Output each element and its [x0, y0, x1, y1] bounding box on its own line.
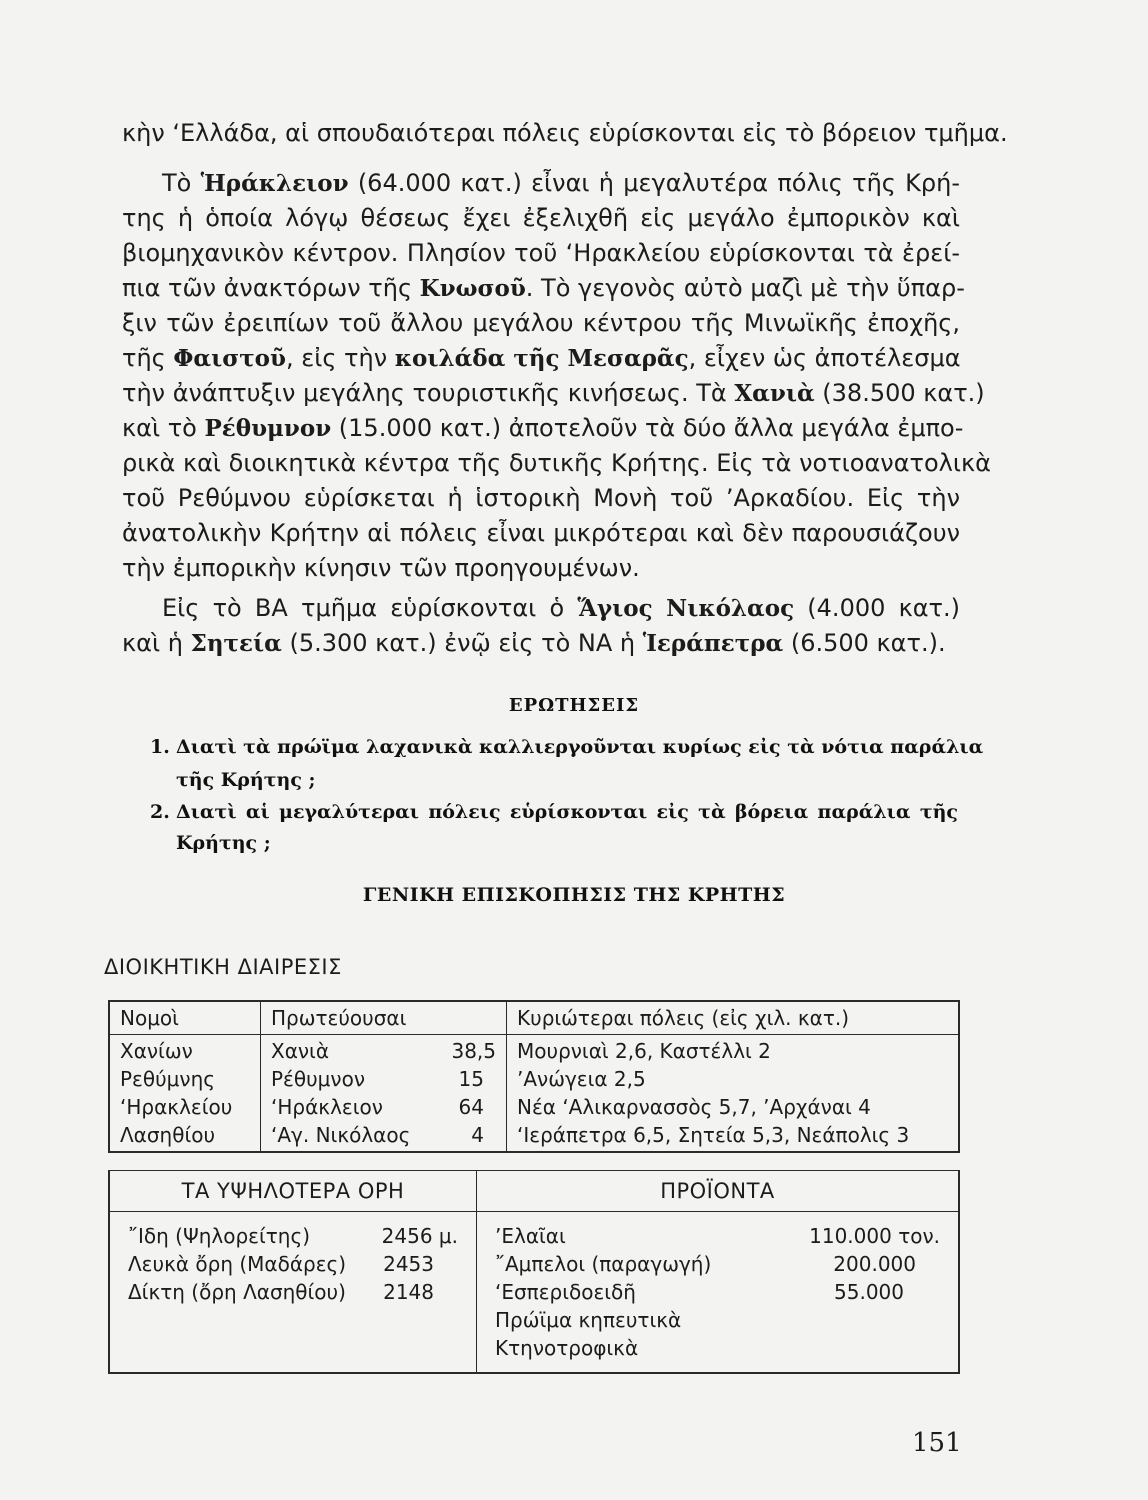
body-line	[122, 118, 1008, 148]
text-run: (38.500 κατ.)	[814, 379, 985, 407]
nomos-name: ‘Ηρακλείου	[120, 1095, 233, 1119]
body-line	[122, 343, 960, 374]
body-line	[122, 483, 960, 513]
question-text: Διατὶ τὰ πρώϊμα λαχανικὰ καλλιεργοῦνται κυρίως εἰς τὰ νότια παράλια	[176, 736, 984, 758]
body-line	[122, 553, 960, 583]
text-run: καὶ τὸ	[122, 414, 205, 442]
body-line	[122, 413, 964, 444]
text-run: τῆς	[122, 344, 174, 372]
admin-division-label: ΔΙΟΙΚΗΤΙΚΗ ΔΙΑΙΡΕΣΙΣ	[104, 955, 342, 979]
mountain-row	[128, 1222, 458, 1250]
bold-place-name: Ρέθυμνον	[204, 415, 332, 442]
bold-place-name: Ἅγιος Νικόλαος	[577, 595, 795, 622]
capital-population: 38,5	[451, 1039, 496, 1063]
products-header: ΠΡΟΪΟΝΤΑ	[477, 1171, 960, 1212]
question-2-continuation: Κρήτης ;	[176, 832, 271, 854]
mountain-name: ῎Ιδη (Ψηλορείτης)	[128, 1224, 310, 1248]
mountains-header: ΤΑ ΥΨΗΛΟΤΕΡΑ ΟΡΗ	[109, 1171, 477, 1212]
text-run: (15.000 κατ.) ἀποτελοῦν τὰ δύο ἄλλα μεγάλα ἐμπο-	[331, 414, 964, 442]
body-line	[122, 273, 965, 304]
mountain-height: 2148	[383, 1280, 434, 1304]
question-number: 2.	[150, 801, 170, 823]
product-name: ‘Εσπεριδοειδῆ	[495, 1280, 636, 1304]
text-run: καὶ ἡ	[122, 629, 191, 657]
question-number: 1.	[150, 736, 170, 758]
product-amount: 200.000	[833, 1252, 916, 1276]
town-line: ‘Ιεράπετρα 6,5, Σητεία 5,3, Νεάπολις 3	[517, 1123, 910, 1147]
capital-population: 64	[458, 1095, 484, 1119]
question-text: Διατὶ αἱ μεγαλύτεραι πόλεις εὑρίσκονται εἰς τὰ βόρεια παράλια τῆς	[176, 801, 958, 823]
bold-place-name: κοιλάδα τῆς Μεσαρᾶς	[394, 345, 689, 372]
text-run: Τὸ	[162, 169, 201, 197]
capital-row	[271, 1121, 496, 1149]
table-header-row	[109, 1001, 959, 1035]
header-main-towns: Κυριώτεραι πόλεις (εἰς χιλ. κατ.)	[507, 1001, 960, 1035]
nomos-name: Χανίων	[120, 1039, 193, 1063]
product-row	[495, 1334, 940, 1362]
body-line	[122, 238, 960, 268]
product-row	[495, 1222, 940, 1250]
product-row	[495, 1278, 940, 1306]
capital-name: ‘Ηράκλειον	[271, 1095, 383, 1119]
products-cell	[477, 1212, 960, 1374]
text-run: (64.000 κατ.) εἶναι ἡ μεγαλυτέρα πόλις τῆς Κρή-	[348, 169, 960, 197]
nomos-name: Λασηθίου	[120, 1123, 216, 1147]
text-run: (5.300 κατ.) ἐνῷ εἰς τὸ ΝΑ ἡ	[281, 629, 643, 657]
bold-place-name: Ἱεράπετρα	[642, 630, 784, 657]
nomos-name: Ρεθύμνης	[120, 1067, 215, 1091]
body-line	[122, 378, 985, 409]
bold-place-name: Σητεία	[190, 630, 282, 657]
questions-heading: ΕΡΩΤΗΣΕΙΣ	[508, 695, 640, 716]
product-row	[495, 1306, 940, 1334]
product-name: Πρώϊμα κηπευτικὰ	[495, 1308, 682, 1332]
text-run: ξιν τῶν ἐρειπίων τοῦ ἄλλου μεγάλου κέντρου τῆς Μινωϊκῆς ἐποχῆς,	[122, 309, 960, 337]
capital-row	[271, 1037, 496, 1065]
mountain-height: 2456 μ.	[381, 1224, 458, 1248]
body-line	[122, 308, 960, 338]
mountain-row	[128, 1278, 458, 1306]
product-name: ’Ελαῖαι	[495, 1224, 566, 1248]
admin-division-table	[108, 1000, 960, 1153]
town-line: ’Ανώγεια 2,5	[517, 1067, 646, 1091]
text-run: . Τὸ γεγονὸς αὐτὸ μαζὶ μὲ τὴν ὕπαρ-	[525, 274, 965, 302]
product-amount: 110.000 τον.	[809, 1224, 940, 1248]
capital-name: ‘Αγ. Νικόλαος	[271, 1123, 411, 1147]
question-2	[150, 798, 958, 826]
page-number: 151	[912, 1428, 962, 1458]
capital-name: Ρέθυμνον	[271, 1067, 365, 1091]
text-run: (4.000 κατ.)	[794, 594, 960, 622]
town-line: Νέα ‘Αλικαρνασσὸς 5,7, ’Αρχάναι 4	[517, 1095, 871, 1119]
text-run: βιομηχανικὸν κέντρον. Πλησίον τοῦ ‘Ηρακλείου εὑρίσκονται τὰ ἐρεί-	[122, 239, 960, 267]
body-line	[122, 628, 960, 659]
overview-heading: ΓΕΝΙΚΗ ΕΠΙΣΚΟΠΗΣΙΣ ΤΗΣ ΚΡΗΤΗΣ	[362, 884, 786, 906]
question-1	[150, 733, 984, 761]
body-line	[122, 448, 991, 478]
mountains-products-table	[108, 1170, 960, 1374]
lower-header-row	[109, 1171, 959, 1212]
text-run: της ἡ ὁποία λόγῳ θέσεως ἔχει ἐξελιχθῆ εἰς μεγάλο ἐμπορικὸν καὶ	[122, 204, 960, 232]
nomoi-cell	[109, 1035, 261, 1153]
header-capitals: Πρωτεύουσαι	[261, 1001, 507, 1035]
text-run: κὴν ‘Ελλάδα, αἱ σπουδαιότεραι πόλεις εὑρίσκονται εἰς τὸ βόρειον τμῆμα.	[122, 119, 1008, 147]
product-name: Κτηνοτροφικὰ	[495, 1336, 639, 1360]
mountain-name: Λευκὰ ὄρη (Μαδάρες)	[128, 1252, 347, 1276]
product-amount: 55.000	[834, 1280, 904, 1304]
product-name: ῎Αμπελοι (παραγωγή)	[495, 1252, 712, 1276]
text-run: , εἰς τὴν	[285, 344, 395, 372]
text-run: ρικὰ καὶ διοικητικὰ κέντρα τῆς δυτικῆς Κρήτης. Εἰς τὰ νοτιοανατολικὰ	[122, 449, 991, 477]
mountain-row	[128, 1250, 458, 1278]
town-line: Μουρνιαὶ 2,6, Καστέλλι 2	[517, 1039, 771, 1063]
capital-row	[271, 1065, 496, 1093]
mountain-name: Δίκτη (ὄρη Λασηθίου)	[128, 1280, 346, 1304]
text-run: , εἶχεν ὡς ἀποτέλεσμα	[688, 344, 961, 372]
text-run: πια τῶν ἀνακτόρων τῆς	[122, 274, 420, 302]
header-nomoi: Νομοὶ	[109, 1001, 261, 1035]
text-run: (6.500 κατ.).	[783, 629, 946, 657]
capital-population: 15	[458, 1067, 484, 1091]
capital-row	[271, 1093, 496, 1121]
text-run: τὴν ἀνάπτυξιν μεγάλης τουριστικῆς κινήσεως. Τὰ	[122, 379, 735, 407]
text-run: Εἰς τὸ ΒΑ τμῆμα εὑρίσκονται ὁ	[162, 594, 578, 622]
body-line	[122, 593, 960, 624]
bold-place-name: Χανιὰ	[734, 380, 815, 407]
bold-place-name: Κνωσοῦ	[419, 275, 526, 302]
capital-population: 4	[471, 1123, 484, 1147]
body-line	[122, 168, 960, 199]
lower-body-row	[109, 1212, 959, 1374]
body-line	[122, 518, 960, 548]
body-line	[122, 203, 960, 233]
text-run: τὴν ἐμπορικὴν κίνησιν τῶν προηγουμένων.	[122, 554, 640, 582]
product-row	[495, 1250, 940, 1278]
mountains-cell	[109, 1212, 477, 1374]
mountain-height: 2453	[383, 1252, 434, 1276]
text-run: τοῦ Ρεθύμνου εὑρίσκεται ἡ ἱστορικὴ Μονὴ τοῦ ’Αρκαδίου. Εἰς τὴν	[122, 484, 960, 512]
capitals-cell	[261, 1035, 507, 1153]
bold-place-name: Φαιστοῦ	[173, 345, 286, 372]
bold-place-name: Ἡράκλειον	[200, 170, 349, 197]
main-towns-cell	[507, 1035, 960, 1153]
capital-name: Χανιὰ	[271, 1039, 330, 1063]
table-body-row	[109, 1035, 959, 1153]
text-run: ἀνατολικὴν Κρήτην αἱ πόλεις εἶναι μικρότεραι καὶ δὲν παρουσιάζουν	[122, 519, 960, 547]
question-1-continuation: τῆς Κρήτης ;	[176, 769, 316, 791]
